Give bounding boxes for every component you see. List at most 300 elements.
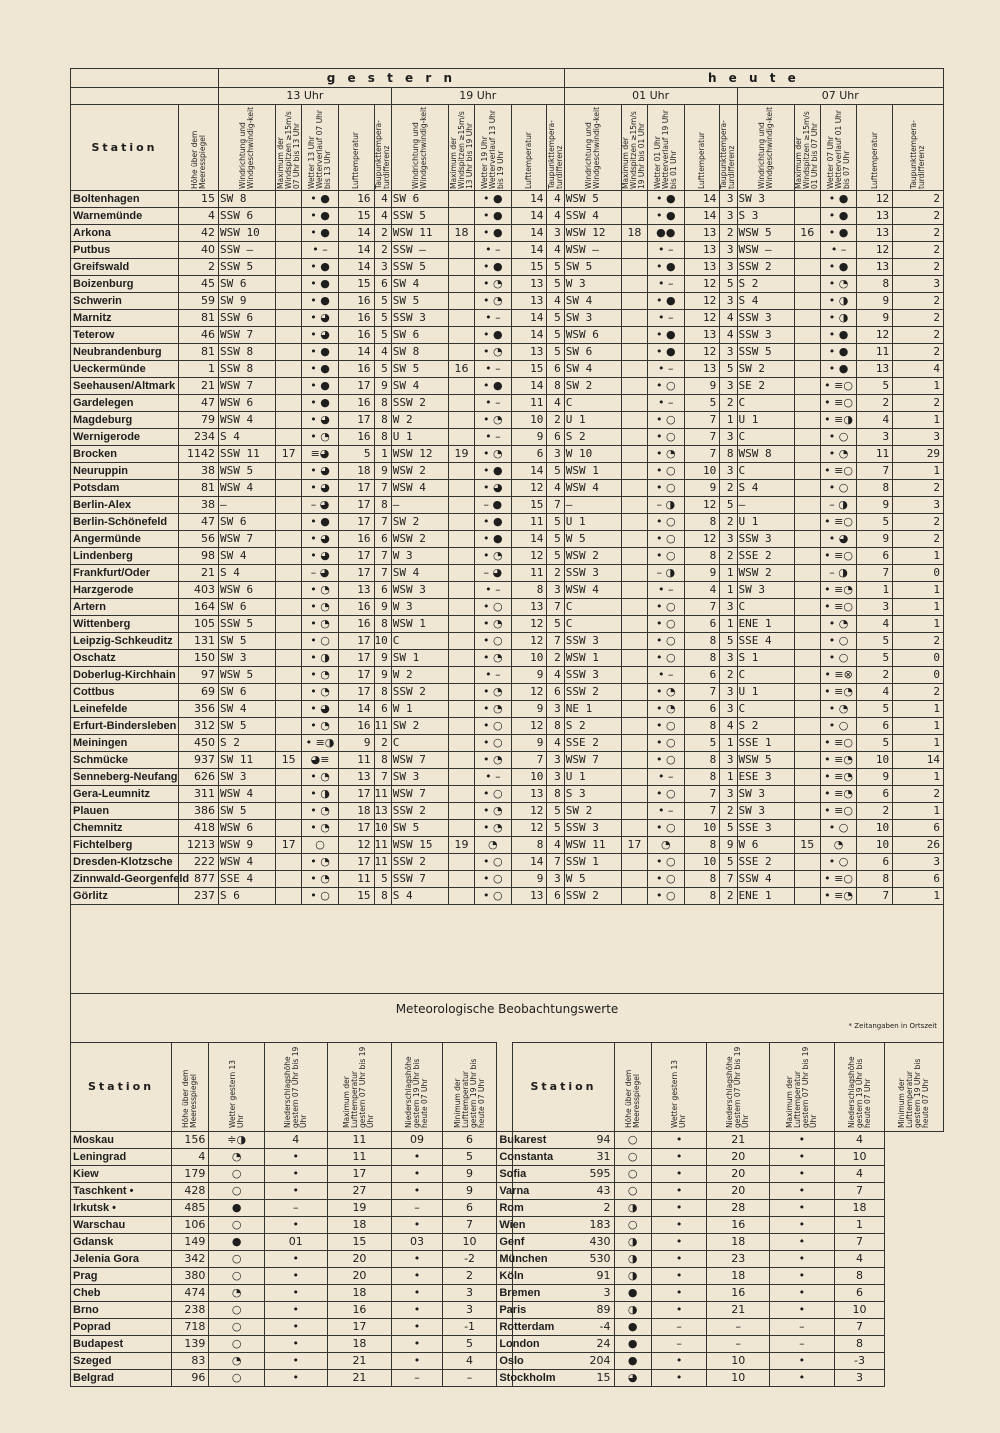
station-row — [71, 259, 944, 276]
intl-precip-night: • — [392, 1166, 443, 1183]
station-name: Teterow — [71, 327, 179, 344]
dewpoint-cell: 7 — [547, 497, 564, 514]
precip-symbol: • — [483, 532, 490, 545]
intl-precip-day: 4 — [264, 1132, 327, 1149]
intl-weather: ● — [209, 1234, 265, 1251]
temp-cell: 5 — [857, 650, 893, 667]
temp-cell: 13 — [511, 344, 547, 361]
gust-cell — [449, 395, 475, 412]
precip-symbol: • — [310, 515, 317, 528]
dewpoint-cell: 6 — [547, 361, 564, 378]
col-header-label: Windrichtung und Windgeschwindig-keit — [238, 106, 256, 189]
weather-symbol: ○ — [493, 855, 503, 868]
weather-symbol: ○ — [493, 600, 503, 613]
precip-symbol: – — [829, 566, 835, 579]
weather-cell — [302, 225, 339, 242]
weather-cell — [647, 820, 684, 837]
intl-precip-night: • — [770, 1183, 835, 1200]
weather-cell — [302, 276, 339, 293]
intl-precip-day: • — [651, 1217, 707, 1234]
gust-cell — [276, 871, 302, 888]
wind-cell: WSW 7 — [564, 752, 621, 769]
wind-cell: SSW 4 — [737, 871, 794, 888]
station-name: Senneberg-Neufang — [71, 769, 179, 786]
wind-cell: – — [218, 497, 275, 514]
intl-min-temp: – — [442, 1370, 497, 1387]
station-height: 164 — [179, 599, 219, 616]
intl-min-temp: 6 — [442, 1200, 497, 1217]
station-row — [71, 582, 944, 599]
temp-cell: 9 — [511, 871, 547, 888]
wind-cell: S 1 — [737, 650, 794, 667]
col-header-h01-2 — [647, 105, 684, 191]
dewpoint-cell: 2 — [893, 514, 944, 531]
gust-cell — [621, 395, 647, 412]
precip-symbol: • — [824, 515, 831, 528]
weather-cell — [474, 225, 511, 242]
col-header-g13-2 — [302, 105, 339, 191]
weather-cell — [474, 480, 511, 497]
temp-cell: 11 — [511, 565, 547, 582]
precip-symbol: – — [656, 566, 662, 579]
station-row — [71, 344, 944, 361]
wind-cell: C — [564, 616, 621, 633]
temp-cell: 16 — [338, 361, 374, 378]
intl-precip-night: • — [392, 1302, 443, 1319]
weather-cell — [302, 837, 339, 854]
intl-max-temp: 10 — [707, 1353, 770, 1370]
intl-precip-day: • — [264, 1217, 327, 1234]
wind-cell: SSW – — [218, 242, 275, 259]
weather-cell — [647, 616, 684, 633]
gust-cell — [621, 888, 647, 905]
dewpoint-cell: 2 — [547, 650, 564, 667]
station-height: 81 — [179, 344, 219, 361]
weather-cell — [647, 786, 684, 803]
wind-cell: WSW 5 — [564, 191, 621, 208]
gust-cell — [621, 327, 647, 344]
weather-symbol: ○ — [493, 889, 503, 902]
weather-cell — [302, 565, 339, 582]
temp-cell: 12 — [684, 531, 720, 548]
precip-symbol: • — [824, 736, 831, 749]
intl-precip-night: • — [392, 1251, 443, 1268]
station-height: 418 — [179, 820, 219, 837]
intl-height: 485 — [172, 1200, 209, 1217]
temp-cell: 9 — [857, 293, 893, 310]
intl-height: -4 — [513, 1319, 614, 1336]
wind-cell: WSW 4 — [564, 582, 621, 599]
station-height: 311 — [179, 786, 219, 803]
weather-symbol: ○ — [665, 855, 676, 868]
precip-symbol: • — [483, 192, 490, 205]
dewpoint-cell: 2 — [720, 480, 737, 497]
gust-cell — [794, 191, 820, 208]
temp-cell: 9 — [511, 667, 547, 684]
height-header — [179, 105, 219, 191]
intl-height: 96 — [172, 1370, 209, 1387]
gust-cell — [621, 752, 647, 769]
weather-symbol: – — [840, 243, 847, 256]
gust-cell — [794, 259, 820, 276]
precip-symbol: • — [828, 345, 836, 358]
temp-cell: 12 — [511, 820, 547, 837]
weather-symbol: ● — [838, 260, 849, 273]
station-height: 47 — [179, 514, 219, 531]
weather-symbol: ◔ — [320, 430, 330, 443]
gust-cell: 17 — [276, 446, 302, 463]
temp-cell: 16 — [338, 191, 374, 208]
weather-symbol: ○ — [665, 379, 676, 392]
dewpoint-cell: 7 — [374, 548, 391, 565]
precip-symbol: • — [828, 617, 836, 630]
precip-symbol: • — [483, 855, 490, 868]
intl-min-temp: 10 — [834, 1149, 885, 1166]
weather-cell — [647, 531, 684, 548]
precip-symbol: • — [312, 243, 319, 256]
wind-cell: S 2 — [737, 276, 794, 293]
intl-weather: ● — [614, 1353, 651, 1370]
group-gestern: g e s t e r n — [218, 69, 564, 88]
intl-max-temp: 20 — [707, 1149, 770, 1166]
temp-cell: 6 — [857, 854, 893, 871]
intl-max-temp: 11 — [327, 1132, 392, 1149]
col-header-h01-0 — [564, 105, 621, 191]
intl-weather: ◑ — [614, 1251, 651, 1268]
weather-cell — [647, 191, 684, 208]
wind-cell: S 2 — [564, 718, 621, 735]
gust-cell — [794, 752, 820, 769]
intl-station-name: Genf — [497, 1234, 513, 1251]
intl-station-name: Wien — [497, 1217, 513, 1234]
intl-row — [71, 1183, 944, 1200]
precip-symbol: • — [310, 379, 317, 392]
dewpoint-cell: 2 — [893, 395, 944, 412]
wind-cell: SSW 3 — [391, 310, 448, 327]
weather-symbol: ◔ — [838, 702, 849, 715]
gust-cell — [794, 633, 820, 650]
temp-cell: 14 — [684, 208, 720, 225]
gust-cell — [276, 803, 302, 820]
gust-cell — [621, 412, 647, 429]
gust-cell — [449, 412, 475, 429]
gust-cell — [794, 701, 820, 718]
wind-cell: S 3 — [737, 208, 794, 225]
weather-symbol: ◕ — [493, 481, 503, 494]
precip-symbol: – — [310, 498, 317, 511]
precip-symbol: • — [828, 209, 836, 222]
precip-symbol: • — [655, 651, 663, 664]
col-header-g19-0 — [391, 105, 448, 191]
precip-symbol: • — [655, 328, 663, 341]
temp-cell: 12 — [684, 497, 720, 514]
gust-cell — [621, 191, 647, 208]
precip-symbol: • — [658, 668, 665, 681]
wind-cell: W 1 — [391, 701, 448, 718]
weather-symbol: ● — [320, 515, 330, 528]
dewpoint-cell: 7 — [547, 633, 564, 650]
gust-cell — [449, 599, 475, 616]
dewpoint-cell: 2 — [893, 633, 944, 650]
weather-symbol: ● — [493, 226, 503, 239]
wind-cell: WSW 2 — [564, 548, 621, 565]
col-header-label: Lufttemperatur — [696, 131, 706, 189]
temp-cell: 5 — [857, 735, 893, 752]
corner-cell — [71, 69, 219, 88]
temp-cell: 5 — [684, 395, 720, 412]
weather-cell — [647, 752, 684, 769]
temp-cell: 15 — [338, 208, 374, 225]
precip-symbol: – — [310, 566, 317, 579]
weather-symbol: ○ — [315, 838, 325, 851]
intl-weather: ○ — [209, 1370, 265, 1387]
dewpoint-cell: 3 — [547, 446, 564, 463]
temp-cell: 13 — [338, 582, 374, 599]
gust-cell — [449, 327, 475, 344]
station-name: Neubrandenburg — [71, 344, 179, 361]
wind-cell: SW 5 — [391, 293, 448, 310]
dewpoint-cell: 3 — [720, 259, 737, 276]
station-height: 81 — [179, 310, 219, 327]
gust-cell — [276, 225, 302, 242]
temp-cell: 14 — [511, 208, 547, 225]
wind-cell: SW 2 — [391, 718, 448, 735]
weather-symbol: ○ — [493, 787, 503, 800]
dewpoint-cell: 5 — [547, 276, 564, 293]
intl-height: 238 — [172, 1302, 209, 1319]
station-height: 38 — [179, 497, 219, 514]
dewpoint-cell: 3 — [547, 701, 564, 718]
dewpoint-cell: 1 — [720, 769, 737, 786]
precip-symbol: • — [824, 872, 831, 885]
gust-cell — [276, 701, 302, 718]
weather-symbol: ● — [320, 396, 330, 409]
temp-cell: 12 — [511, 718, 547, 735]
dewpoint-cell: 1 — [893, 803, 944, 820]
station-row — [71, 684, 944, 701]
gust-cell — [276, 514, 302, 531]
weather-symbol: ○ — [665, 413, 676, 426]
intl-precip-night: • — [392, 1319, 443, 1336]
precip-symbol: • — [310, 685, 317, 698]
temp-cell: 12 — [338, 837, 374, 854]
precip-symbol: • — [824, 889, 831, 902]
precip-symbol: • — [830, 243, 838, 256]
dewpoint-cell: 5 — [547, 514, 564, 531]
dewpoint-cell: 5 — [720, 361, 737, 378]
temp-cell: 16 — [338, 395, 374, 412]
dewpoint-cell: 8 — [720, 446, 737, 463]
wind-cell: NE 1 — [564, 701, 621, 718]
weather-symbol: ○ — [320, 634, 330, 647]
intl-precip-night: • — [392, 1285, 443, 1302]
gust-cell — [621, 854, 647, 871]
dewpoint-cell: 5 — [374, 293, 391, 310]
intl-height: 428 — [172, 1183, 209, 1200]
temp-cell: 17 — [338, 548, 374, 565]
precip-symbol: • — [828, 702, 836, 715]
col-header-label: Wetter 13 Uhr Wetterverlauf 07 Uhr bis 13 Uhr — [307, 109, 333, 189]
intl-max-temp: 16 — [327, 1302, 392, 1319]
weather-cell — [302, 650, 339, 667]
weather-cell — [820, 735, 857, 752]
temp-cell: 12 — [684, 293, 720, 310]
weather-cell — [474, 276, 511, 293]
wind-cell: SW 1 — [391, 650, 448, 667]
wind-cell: SW 6 — [391, 327, 448, 344]
col-header-label: Lufttemperatur — [869, 131, 879, 189]
weather-symbol: ◑ — [838, 311, 849, 324]
weather-cell — [647, 548, 684, 565]
station-name: Wernigerode — [71, 429, 179, 446]
gust-cell — [276, 463, 302, 480]
intl-weather: ◔ — [209, 1353, 265, 1370]
temp-cell: 10 — [684, 820, 720, 837]
weather-symbol: – — [668, 243, 674, 256]
weather-cell — [474, 871, 511, 888]
intl-right-header-3 — [707, 1043, 770, 1132]
dewpoint-cell: 7 — [374, 769, 391, 786]
dewpoint-cell: 5 — [547, 548, 564, 565]
gust-cell — [621, 650, 647, 667]
intl-min-temp: 4 — [834, 1166, 885, 1183]
temp-cell: 2 — [857, 667, 893, 684]
weather-sheet — [70, 68, 944, 1387]
weather-cell — [302, 514, 339, 531]
intl-height: 89 — [513, 1302, 614, 1319]
weather-cell — [820, 259, 857, 276]
weather-cell — [302, 446, 339, 463]
dewpoint-cell: 1 — [893, 701, 944, 718]
station-height: 81 — [179, 480, 219, 497]
station-row — [71, 276, 944, 293]
weather-cell — [647, 225, 684, 242]
wind-cell: W 10 — [564, 446, 621, 463]
temp-cell: 8 — [684, 718, 720, 735]
weather-symbol: ◔ — [320, 583, 330, 596]
dewpoint-cell: 2 — [720, 667, 737, 684]
gust-cell — [621, 429, 647, 446]
precip-symbol: • — [310, 396, 317, 409]
weather-cell — [647, 837, 684, 854]
intl-max-temp: – — [707, 1319, 770, 1336]
weather-cell — [820, 633, 857, 650]
weather-cell — [302, 208, 339, 225]
gust-cell — [621, 582, 647, 599]
dewpoint-cell: 6 — [547, 429, 564, 446]
wind-cell: U 1 — [564, 514, 621, 531]
dewpoint-cell: 3 — [720, 599, 737, 616]
precip-symbol: • — [824, 396, 831, 409]
gust-cell — [276, 565, 302, 582]
weather-symbol: ○ — [838, 821, 849, 834]
dewpoint-cell: 9 — [720, 837, 737, 854]
wind-cell: C — [737, 429, 794, 446]
weather-cell — [474, 854, 511, 871]
gust-cell — [276, 259, 302, 276]
precip-symbol: • — [310, 651, 317, 664]
wind-cell: U 1 — [391, 429, 448, 446]
dewpoint-cell: 1 — [893, 378, 944, 395]
wind-cell: WSW 7 — [218, 378, 275, 395]
temp-cell: 7 — [857, 565, 893, 582]
dewpoint-cell: 4 — [547, 242, 564, 259]
station-height: 4 — [179, 208, 219, 225]
wind-cell: SW 5 — [218, 803, 275, 820]
gust-cell — [276, 633, 302, 650]
wind-cell: W 2 — [391, 667, 448, 684]
weather-cell — [820, 888, 857, 905]
dewpoint-cell: 13 — [374, 803, 391, 820]
intl-weather: ● — [614, 1285, 651, 1302]
intl-left-header-1 — [172, 1043, 209, 1132]
dewpoint-cell: 5 — [374, 871, 391, 888]
station-row — [71, 412, 944, 429]
gust-cell — [621, 361, 647, 378]
col-header-g19-4 — [547, 105, 564, 191]
wind-cell: SSW – — [391, 242, 448, 259]
wind-cell: SW 6 — [218, 599, 275, 616]
temp-cell: 11 — [511, 395, 547, 412]
dewpoint-cell: 8 — [547, 786, 564, 803]
temp-cell: 4 — [684, 582, 720, 599]
temp-cell: 6 — [857, 718, 893, 735]
precip-symbol: – — [656, 498, 662, 511]
dewpoint-cell: 3 — [720, 684, 737, 701]
wind-cell: WSW 5 — [737, 752, 794, 769]
temp-cell: 15 — [511, 259, 547, 276]
dewpoint-cell: 4 — [374, 344, 391, 361]
dewpoint-cell: 5 — [547, 259, 564, 276]
gust-cell — [794, 242, 820, 259]
temp-cell: 16 — [338, 599, 374, 616]
weather-symbol: ◔ — [838, 617, 849, 630]
intl-precip-night: – — [392, 1370, 443, 1387]
temp-cell: 17 — [338, 497, 374, 514]
weather-symbol: – — [495, 770, 501, 783]
intl-row — [71, 1132, 944, 1149]
wind-cell: C — [737, 599, 794, 616]
intl-note: * Zeitangaben in Ortszeit — [848, 1022, 937, 1030]
dewpoint-cell: 1 — [893, 548, 944, 565]
intl-row — [71, 1217, 944, 1234]
gust-cell — [621, 616, 647, 633]
intl-precip-day: • — [264, 1302, 327, 1319]
temp-cell: 13 — [684, 361, 720, 378]
weather-cell — [474, 565, 511, 582]
weather-symbol: ◑ — [838, 294, 849, 307]
weather-cell — [474, 718, 511, 735]
temp-cell: 18 — [338, 803, 374, 820]
intl-precip-night: • — [770, 1166, 835, 1183]
col-header-h07-1 — [794, 105, 820, 191]
gust-cell: 15 — [276, 752, 302, 769]
precip-symbol: • — [655, 634, 663, 647]
station-height: 69 — [179, 684, 219, 701]
station-height: 21 — [179, 565, 219, 582]
weather-symbol: ◑ — [838, 566, 848, 579]
intl-precip-day: • — [651, 1370, 707, 1387]
wind-cell: SW 2 — [737, 361, 794, 378]
col-header-label: Lufttemperatur — [524, 131, 533, 189]
weather-symbol: ◔ — [493, 447, 503, 460]
weather-cell — [647, 463, 684, 480]
wind-cell: SSW 3 — [564, 633, 621, 650]
wind-cell: SW 6 — [218, 276, 275, 293]
weather-cell — [647, 344, 684, 361]
gust-cell — [794, 208, 820, 225]
weather-cell — [474, 667, 511, 684]
